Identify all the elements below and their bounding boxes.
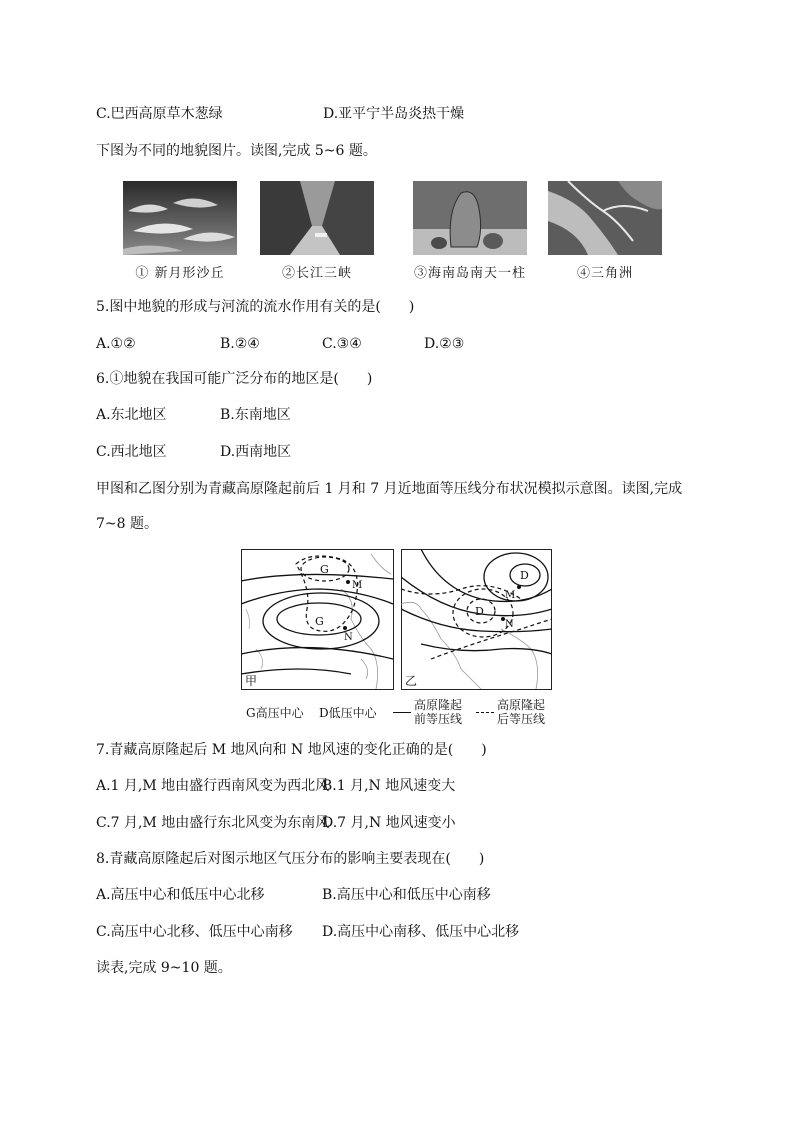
legend-dashed-line: [476, 712, 494, 713]
q6-option-a: A.东北地区: [96, 407, 167, 423]
question-8: 8.青藏高原隆起后对图示地区气压分布的影响主要表现在( ): [96, 851, 485, 867]
map-jia-m: M: [352, 580, 363, 591]
q7-option-d: D.7 月,N 地风速变小: [322, 815, 456, 831]
map-jia-n: N: [344, 632, 353, 643]
intro-9-10: 读表,完成 9~10 题。: [96, 960, 232, 976]
q5-option-a: A.①②: [96, 336, 136, 352]
legend-solid-line: [393, 712, 411, 713]
map-yi-d-top: D: [520, 569, 529, 582]
legend-dashed-1: 高原隆起: [497, 698, 546, 712]
legend-solid: [414, 698, 462, 726]
legend-solid-2: 前等压线: [414, 712, 463, 726]
question-7: 7.青藏高原隆起后 M 地风向和 N 地风速的变化正确的是( ): [96, 742, 487, 758]
question-5: 5.图中地貌的形成与河流的流水作用有关的是( ): [96, 299, 415, 315]
q8-option-b: B.高压中心和低压中心南移: [322, 887, 491, 903]
map-jia-g-center: G: [315, 615, 324, 628]
q6-option-c: C.西北地区: [96, 444, 167, 460]
legend-dashed: [497, 698, 545, 726]
q6-option-b: B.东南地区: [220, 407, 291, 423]
map-yi-label: 乙: [405, 674, 418, 688]
map-jia-label: 甲: [245, 674, 258, 688]
intro-5-6: 下图为不同的地貌图片。读图,完成 5~6 题。: [96, 143, 377, 159]
delta-photo: [548, 181, 662, 255]
q5-option-c: C.③④: [322, 336, 362, 352]
intro-7-8: 甲图和乙图分别为青藏高原隆起前后 1 月和 7 月近地面等压线分布状况模拟示意图。读图,完成: [96, 481, 683, 497]
sand-dune-photo: [123, 181, 237, 255]
q8-option-d: D.高压中心南移、低压中心北移: [322, 924, 520, 940]
rock-pillar-photo: [413, 181, 527, 255]
three-gorges-photo: [260, 181, 374, 255]
question-6: 6.①地貌在我国可能广泛分布的地区是( ): [96, 371, 373, 387]
legend-g: G高压中心: [246, 706, 304, 720]
q8-option-a: A.高压中心和低压中心北移: [96, 887, 265, 903]
map-yi-d-center: D: [475, 605, 484, 618]
q7-option-c: C.7 月,M 地由盛行东北风变为东南风: [96, 815, 330, 831]
option-d-text: D.亚平宁半岛炎热干燥: [323, 106, 465, 122]
map-yi-m: M: [505, 590, 516, 601]
map-jia-g-top: G: [320, 563, 329, 576]
legend-solid-1: 高原隆起: [414, 698, 463, 712]
photo-caption-2: ②长江三峡: [281, 266, 352, 281]
option-c-text: C.巴西高原草木葱绿: [96, 106, 223, 122]
q8-option-c: C.高压中心北移、低压中心南移: [96, 924, 293, 940]
q6-option-d: D.西南地区: [220, 444, 292, 460]
map-yi: [401, 549, 552, 694]
map-yi-n: N: [505, 619, 514, 630]
photo-caption-3: ③海南岛南天一柱: [413, 266, 526, 281]
q5-option-d: D.②③: [424, 336, 465, 352]
legend-d: D低压中心: [319, 706, 377, 720]
q5-option-b: B.②④: [220, 336, 260, 352]
q7-option-b: B.1 月,N 地风速变大: [322, 778, 456, 794]
legend-dashed-2: 后等压线: [497, 712, 546, 726]
q7-option-a: A.1 月,M 地由盛行西南风变为西北风: [96, 778, 330, 794]
photo-caption-4: ④三角洲: [576, 266, 633, 281]
photo-caption-1: ① 新月形沙丘: [135, 266, 225, 281]
map-jia: [241, 549, 394, 694]
intro-7-8-cont: 7~8 题。: [96, 516, 158, 532]
